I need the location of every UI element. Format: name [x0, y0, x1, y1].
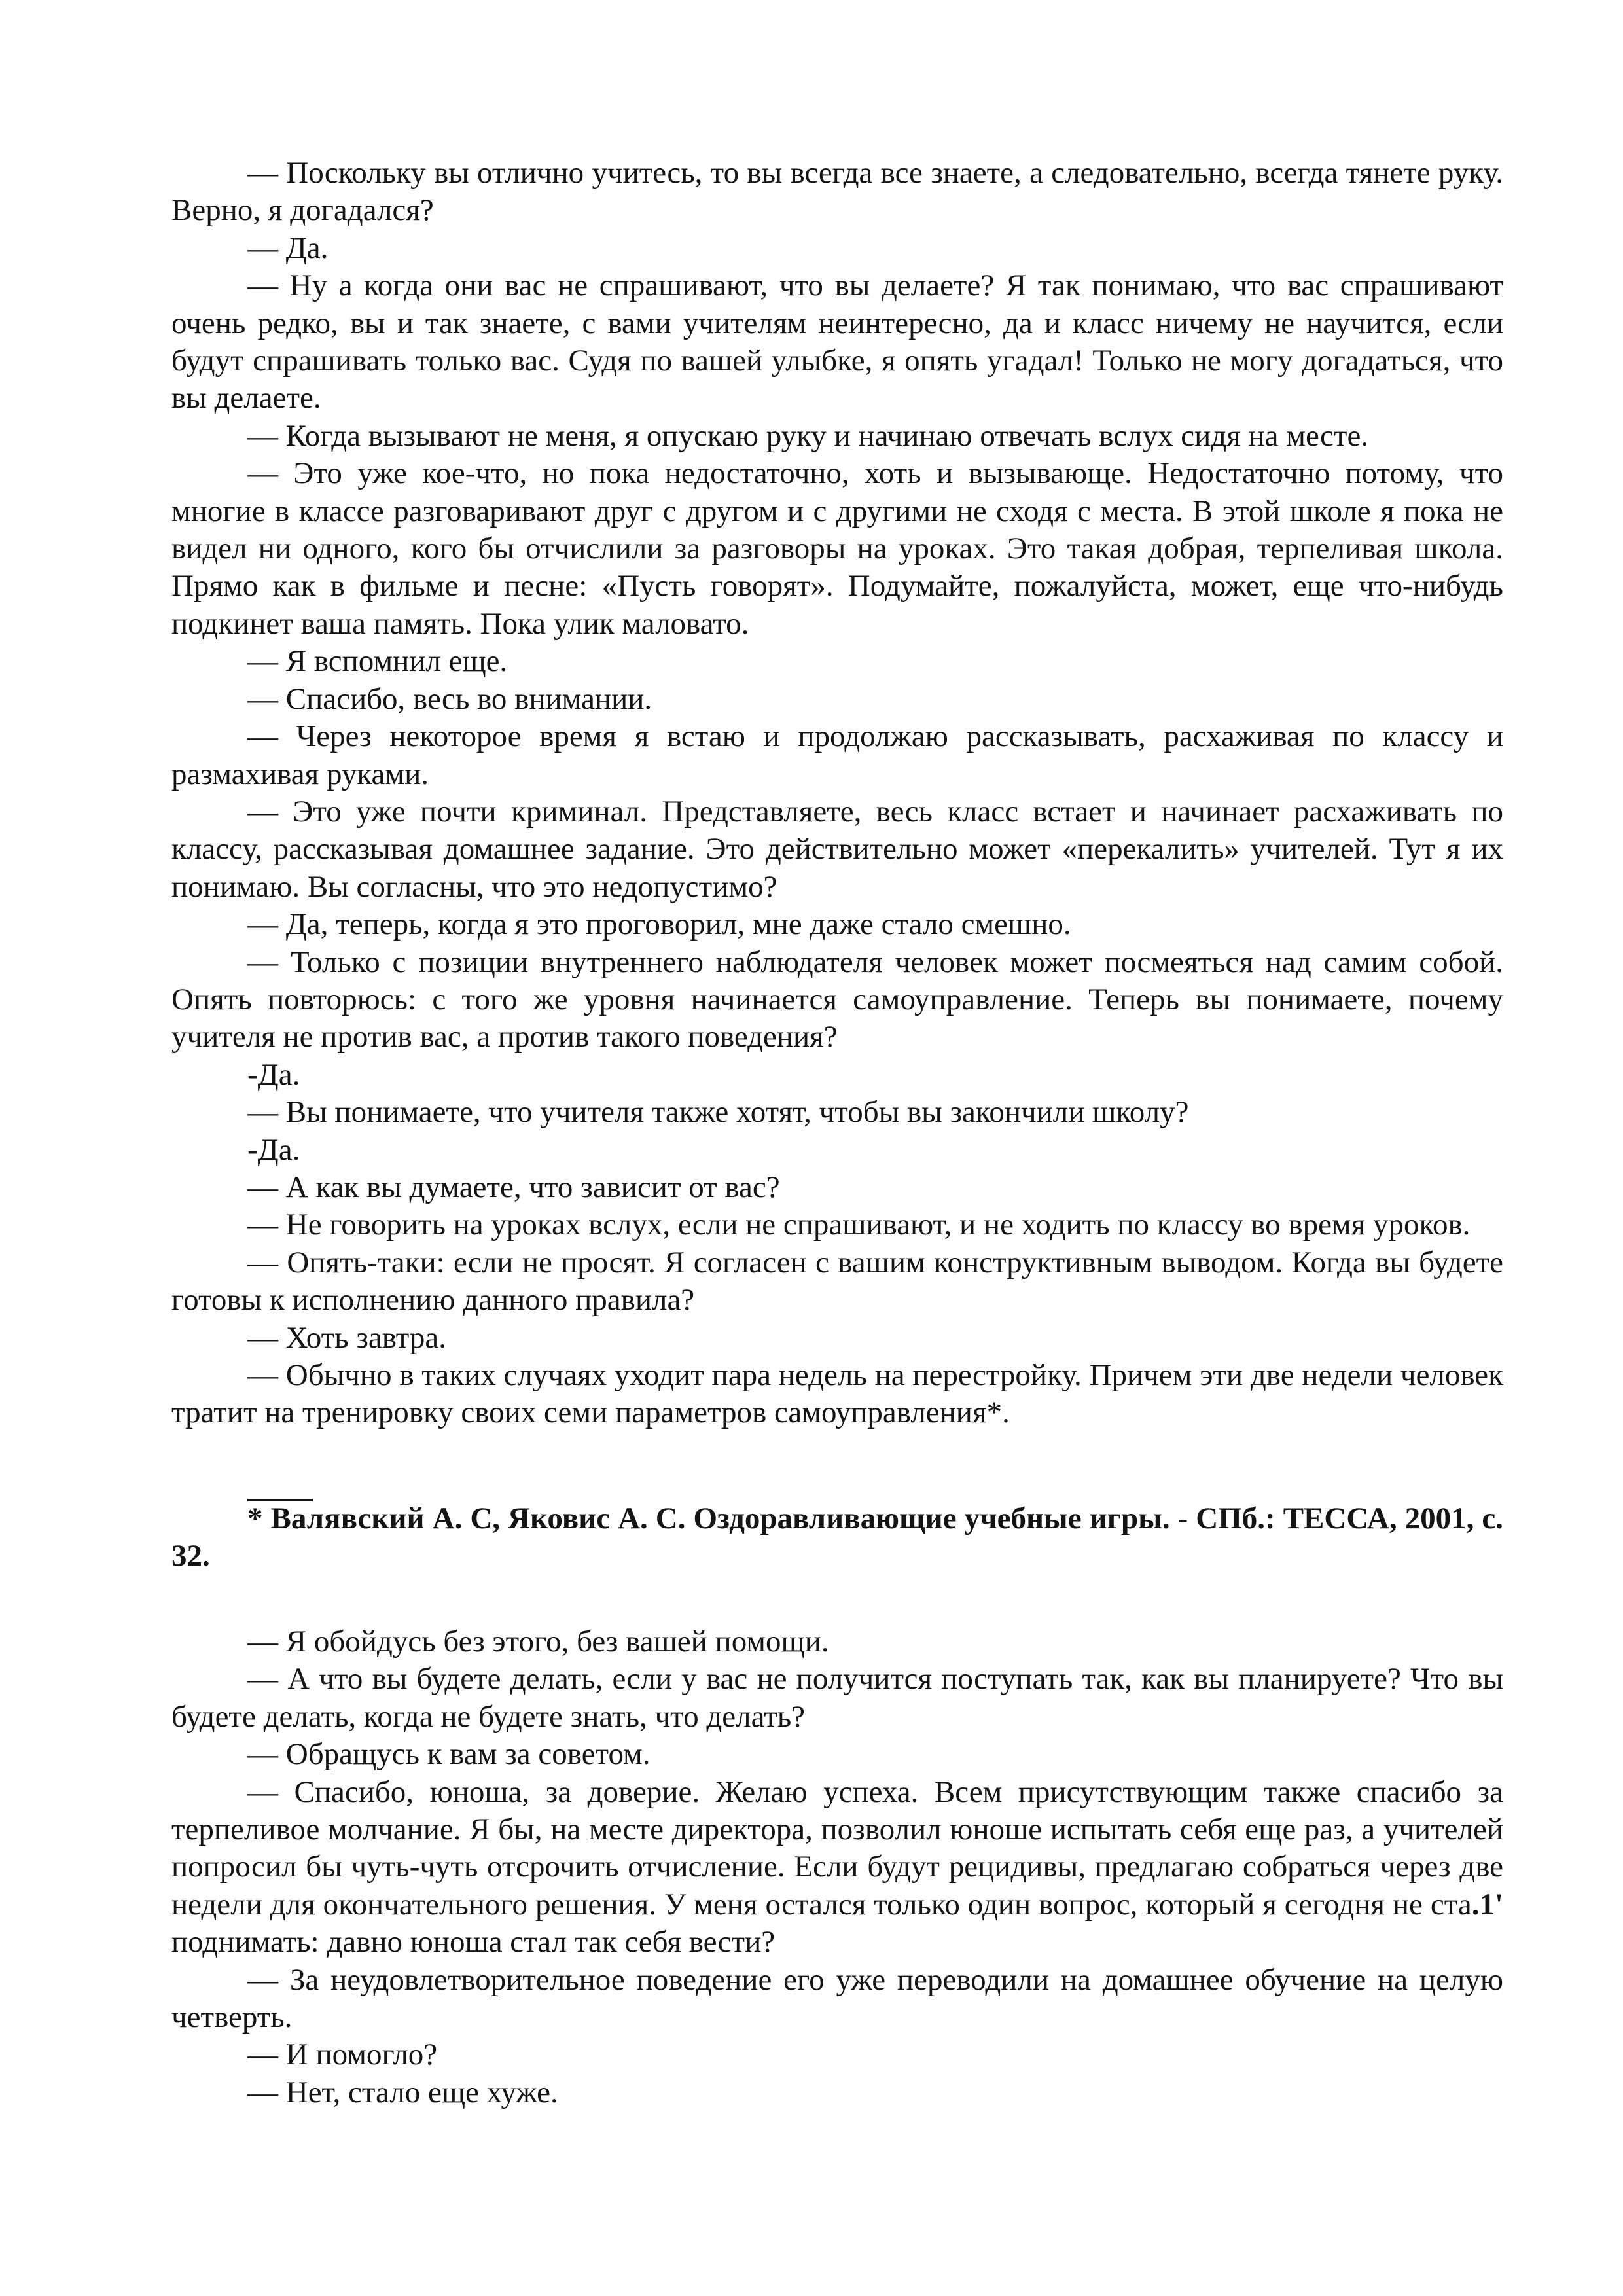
- paragraph: — Это уже почти криминал. Представляете, весь класс встает и начинает расхаживать по классу, рассказывая домашнее задание. Это действительно может «перекалить» учителей. Тут я их понимаю. Вы согласны, что это недопустимо?: [171, 794, 1503, 904]
- paragraph: — Да.: [247, 230, 329, 265]
- paragraph: — Я обойдусь без этого, без вашей помощи.: [247, 1624, 829, 1659]
- paragraph: — Нет, стало еще хуже.: [247, 2075, 558, 2109]
- paragraph: — Поскольку вы отлично учитесь, то вы всегда все знаете, а следовательно, всегда тянете руку. Верно, я догадался?: [171, 156, 1503, 228]
- paragraph: — И помогло?: [247, 2037, 438, 2072]
- paragraph-text: — Спасибо, юноша, за доверие. Желаю успеха. Всем присутствующим также спасибо за терпеливое молчание. Я бы, на месте директора, позволил юноше испытать себя еще раз, а учителей попросил бы чуть-чуть отсрочить отчисление. Если будут рецидивы, предлагаю собраться через две недели для окончательного решения. У меня остался только один вопрос, который я сегодня не ста: [171, 1774, 1503, 1922]
- paragraph: — Только с позиции внутреннего наблюдателя человек может посмеяться над самим собой. Опять повторюсь: с того же уровня начинается самоуправление. Теперь вы понимаете, почему учителя не против вас, а против такого поведения?: [171, 944, 1503, 1054]
- paragraph: — Ну а когда они вас не спрашивают, что вы делаете? Я так понимаю, что вас спрашивают очень редко, вы и так знаете, с вами учителям неинтересно, да и класс ничему не научится, если будут спрашивать только вас. Судя по вашей улыбке, я опять угадал! Только не могу догадаться, что вы делаете.: [171, 268, 1503, 416]
- paragraph: — Когда вызывают не меня, я опускаю руку и начинаю отвечать вслух сидя на месте.: [247, 418, 1369, 453]
- main-text-top: [171, 154, 1503, 1432]
- paragraph: — Вы понимаете, что учителя также хотят, чтобы вы закончили школу?: [247, 1095, 1189, 1130]
- paragraph: — Спасибо, весь во внимании.: [247, 681, 652, 716]
- paragraph: — Да, теперь, когда я это проговорил, мне даже стало смешно.: [247, 907, 1071, 942]
- paragraph: — А как вы думаете, что зависит от вас?: [247, 1170, 780, 1204]
- paragraph: — Обращусь к вам за советом.: [247, 1737, 651, 1772]
- paragraph: — Не говорить на уроках вслух, если не спрашивают, и не ходить по классу во время уроков.: [247, 1208, 1471, 1242]
- main-text-bottom: [171, 1623, 1503, 2111]
- paragraph: — Через некоторое время я встаю и продолжаю рассказывать, расхаживая по классу и размахивая руками.: [171, 719, 1503, 791]
- paragraph: — А что вы будете делать, если у вас не получится поступать так, как вы планируете? Что вы будете делать, когда не будете знать, что делать?: [171, 1662, 1503, 1734]
- paragraph: — Обычно в таких случаях уходит пара недель на перестройку. Причем эти две недели человек тратит на тренировку своих семи параметров самоуправления*.: [171, 1358, 1503, 1430]
- paragraph: — Хоть завтра.: [247, 1320, 447, 1355]
- paragraph: — За неудовлетворительное поведение его уже переводили на домашнее обучение на целую четверть.: [171, 1962, 1503, 2035]
- paragraph: [171, 1774, 1503, 1962]
- paragraph: -Да.: [247, 1132, 300, 1167]
- paragraph-text: поднимать: давно юноша стал так себя вести?: [171, 1925, 776, 1960]
- paragraph: — Я вспомнил еще.: [247, 644, 508, 679]
- ocr-artifact-mark: .1': [1471, 1887, 1503, 1922]
- paragraph: — Опять-таки: если не просят. Я согласен с вашим конструктивным выводом. Когда вы будете готовы к исполнению данного правила?: [171, 1245, 1503, 1318]
- paragraph: — Это уже кое-что, но пока недостаточно, хоть и вызывающе. Недостаточно потому, что многие в классе разговаривают друг с другом и с другими не сходя с места. В этой школе я пока не видел ни одного, кого бы отчислили за разговоры на уроках. Это такая добрая, терпеливая школа. Прямо как в фильме и песне: «Пусть говорят». Подумайте, пожалуйста, может, еще что-нибудь подкинет ваша память. Пока улик маловато.: [171, 456, 1503, 641]
- paragraph: -Да.: [247, 1057, 300, 1092]
- footnote: * Валявский А. С, Яковис А. С. Оздоравливающие учебные игры. - СПб.: ТЕССА, 2001, с. 32.: [171, 1501, 1503, 1573]
